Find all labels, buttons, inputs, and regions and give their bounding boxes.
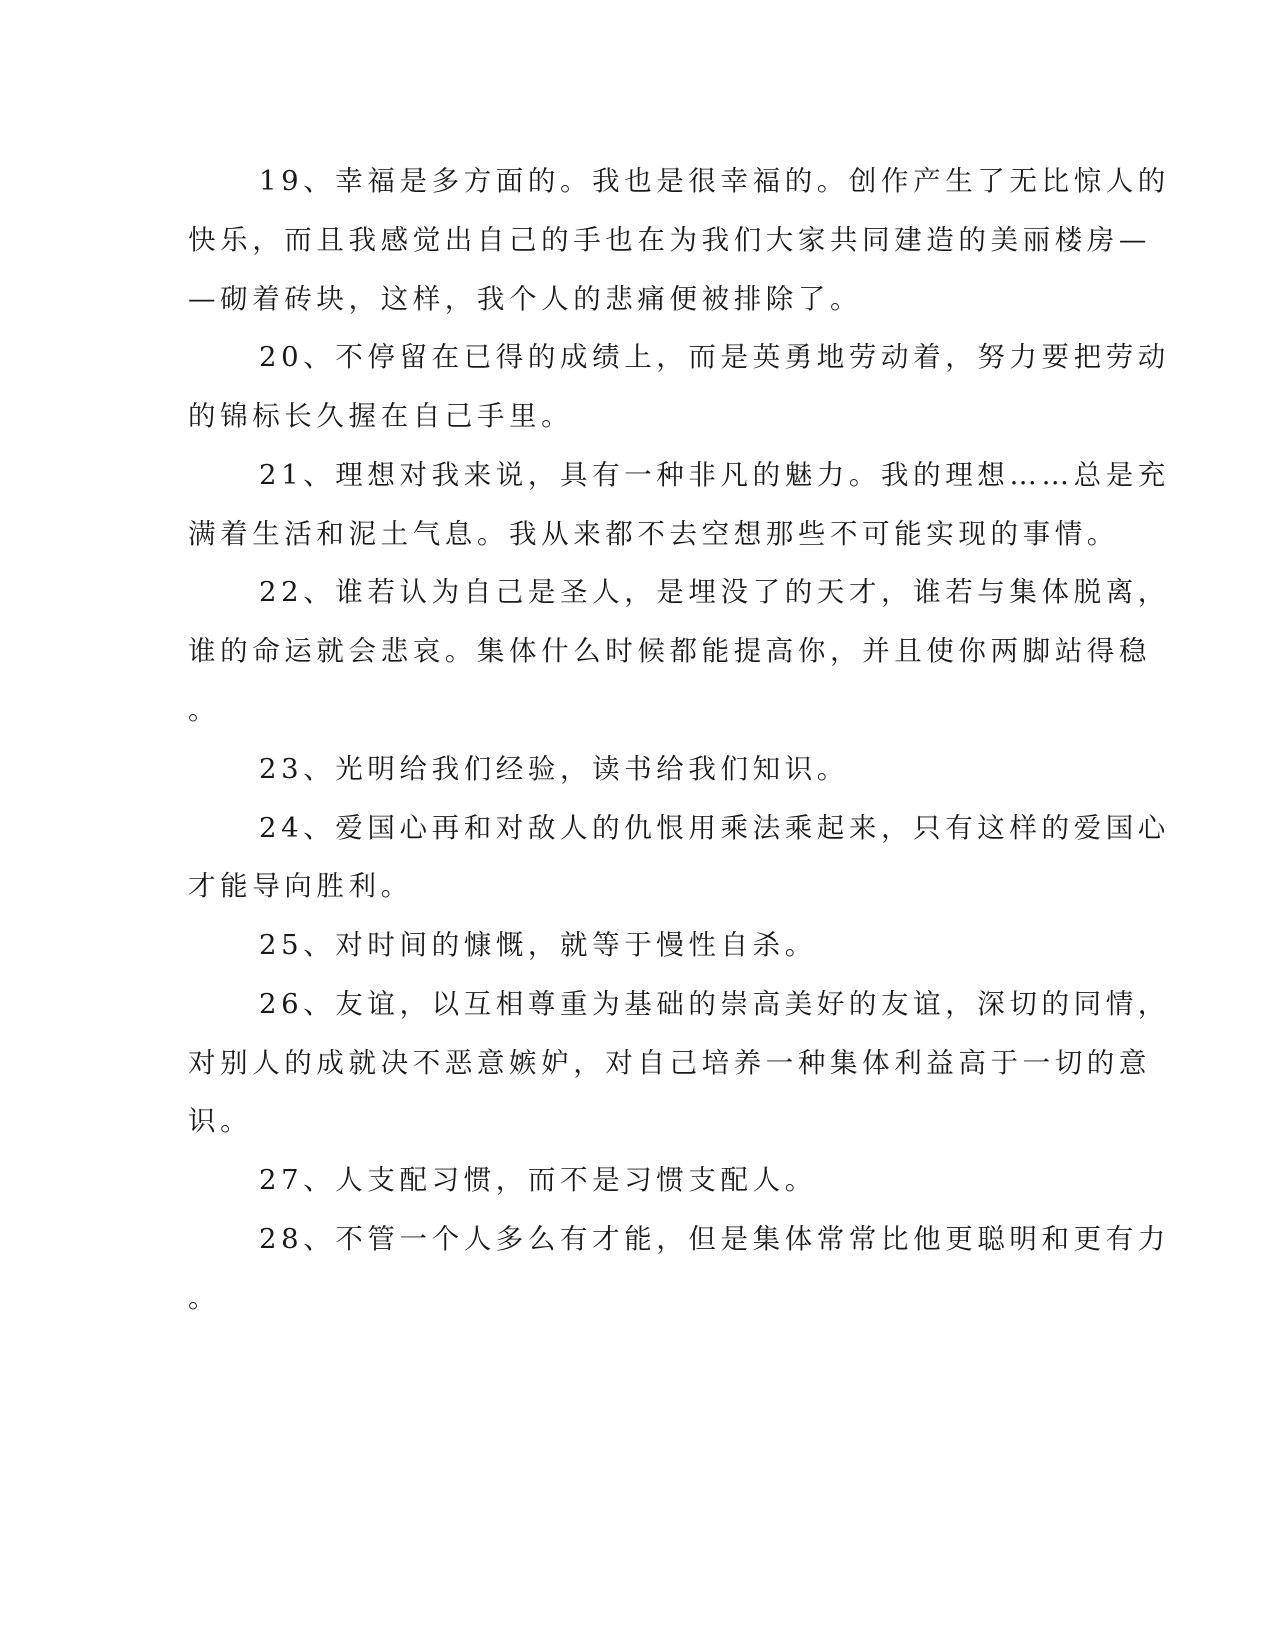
paragraph-27-line-1: 27、人支配习惯，而不是习惯支配人。 [259, 1164, 817, 1196]
paragraph-22-line-2: 谁的命运就会悲哀。集体什么时候都能提高你，并且使你两脚站得稳 [188, 635, 1151, 667]
paragraph-21-line-1: 21、理想对我来说，具有一种非凡的魅力。我的理想……总是充 [259, 459, 1170, 491]
paragraph-23-line-1: 23、光明给我们经验，读书给我们知识。 [259, 753, 849, 785]
paragraph-20-line-1: 20、不停留在已得的成绩上，而是英勇地劳动着，努力要把劳动 [259, 341, 1170, 373]
paragraph-24-line-1: 24、爱国心再和对敌人的仇恨用乘法乘起来，只有这样的爱国心 [259, 812, 1170, 844]
paragraph-19-line-1: 19、幸福是多方面的。我也是很幸福的。创作产生了无比惊人的 [259, 165, 1170, 197]
paragraph-26-line-1: 26、友谊，以互相尊重为基础的崇高美好的友谊，深切的同情， [259, 988, 1170, 1020]
paragraph-22-line-1: 22、谁若认为自己是圣人，是埋没了的天才，谁若与集体脱离， [259, 576, 1170, 608]
paragraph-24-line-2: 才能导向胜利。 [188, 870, 413, 902]
paragraph-28-line-2: 。 [188, 1282, 221, 1314]
paragraph-26-line-3: 识。 [188, 1105, 253, 1137]
paragraph-22-line-3: 。 [188, 694, 221, 726]
paragraph-21-line-2: 满着生活和泥土气息。我从来都不去空想那些不可能实现的事情。 [188, 518, 1119, 550]
paragraph-28-line-1: 28、不管一个人多么有才能，但是集体常常比他更聪明和更有力 [259, 1223, 1170, 1255]
paragraph-19-line-2: 快乐，而且我感觉出自己的手也在为我们大家共同建造的美丽楼房— [188, 224, 1151, 256]
paragraph-25-line-1: 25、对时间的慷慨，就等于慢性自杀。 [259, 929, 817, 961]
paragraph-19-line-3: —砌着砖块，这样，我个人的悲痛便被排除了。 [188, 283, 863, 315]
paragraph-20-line-2: 的锦标长久握在自己手里。 [188, 400, 574, 432]
paragraph-26-line-2: 对别人的成就决不恶意嫉妒，对自己培养一种集体利益高于一切的意 [188, 1047, 1151, 1079]
